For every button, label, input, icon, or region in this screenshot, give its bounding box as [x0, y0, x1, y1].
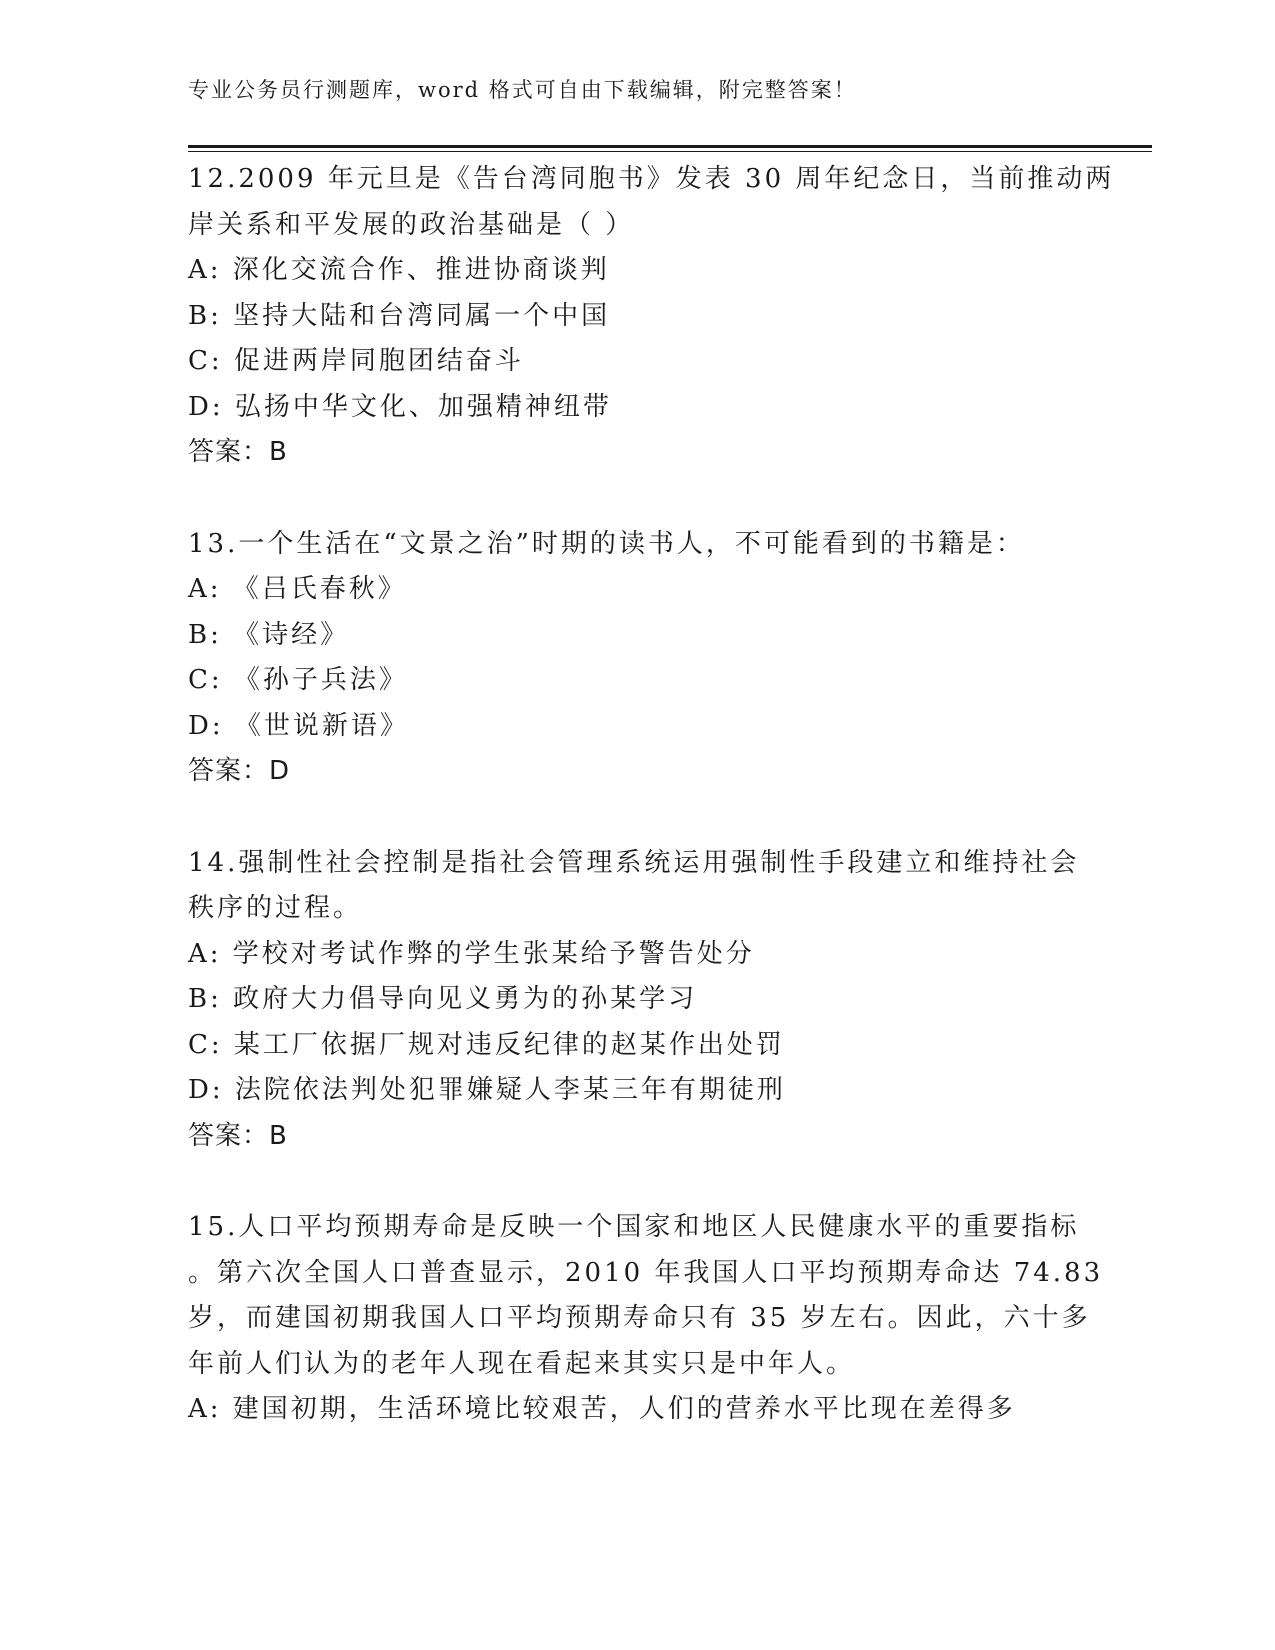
question-14	[188, 841, 1088, 1160]
option-d: D: 弘扬中华文化、加强精神纽带	[188, 391, 612, 422]
question-stem: 14.强制性社会控制是指社会管理系统运用强制性手段建立和维持社会	[188, 847, 1080, 878]
question-stem: 13.一个生活在“文景之治”时期的读书人，不可能看到的书籍是：	[188, 528, 1025, 559]
option-a: A: 建国初期，生活环境比较艰苦，人们的营养水平比现在差得多	[188, 1394, 1016, 1424]
question-list	[188, 157, 1115, 1433]
option-b: B: 坚持大陆和台湾同属一个中国	[188, 300, 611, 331]
header-rule-thin	[188, 151, 1152, 152]
option-c: C: 促进两岸同胞团结奋斗	[188, 346, 524, 376]
header-rule	[188, 145, 1152, 148]
question-stem: 年前人们认为的老年人现在看起来其实只是中年人。	[188, 1348, 856, 1379]
question-stem: 。第六次全国人口普查显示，2010 年我国人口平均预期寿命达 74.83	[188, 1257, 1104, 1288]
question-12	[188, 157, 1115, 476]
question-stem: 岁，而建国初期我国人口平均预期寿命只有 35 岁左右。因此，六十多	[188, 1303, 1091, 1333]
question-stem: 15.人口平均预期寿命是反映一个国家和地区人民健康水平的重要指标	[188, 1212, 1080, 1242]
option-a: A: 学校对考试作弊的学生张某给予警告处分	[188, 938, 755, 969]
option-d: D: 《世说新语》	[188, 710, 409, 741]
answer-line: 答案：B	[188, 437, 288, 467]
question-15	[188, 1205, 1104, 1433]
option-c: C: 某工厂依据厂规对违反纪律的赵某作出处罚	[188, 1029, 785, 1060]
question-13	[188, 522, 1088, 795]
question-stem: 岸关系和平发展的政治基础是（ ）	[188, 209, 635, 240]
option-b: B: 政府大力倡导向见义勇为的孙某学习	[188, 984, 698, 1014]
page-header: 专业公务员行测题库，word 格式可自由下载编辑，附完整答案！	[188, 78, 857, 102]
option-d: D: 法院依法判处犯罪嫌疑人李某三年有期徒刑	[188, 1075, 786, 1105]
question-stem: 12.2009 年元旦是《告台湾同胞书》发表 30 周年纪念日，当前推动两	[188, 164, 1115, 194]
option-a: A: 深化交流合作、推进协商谈判	[188, 255, 610, 285]
answer-line: 答案：B	[188, 1120, 288, 1151]
option-c: C: 《孙子兵法》	[188, 665, 408, 695]
option-a: A: 《吕氏春秋》	[188, 574, 407, 604]
answer-line: 答案：D	[188, 756, 291, 786]
question-stem: 秩序的过程。	[188, 893, 363, 923]
option-b: B: 《诗经》	[188, 619, 350, 650]
